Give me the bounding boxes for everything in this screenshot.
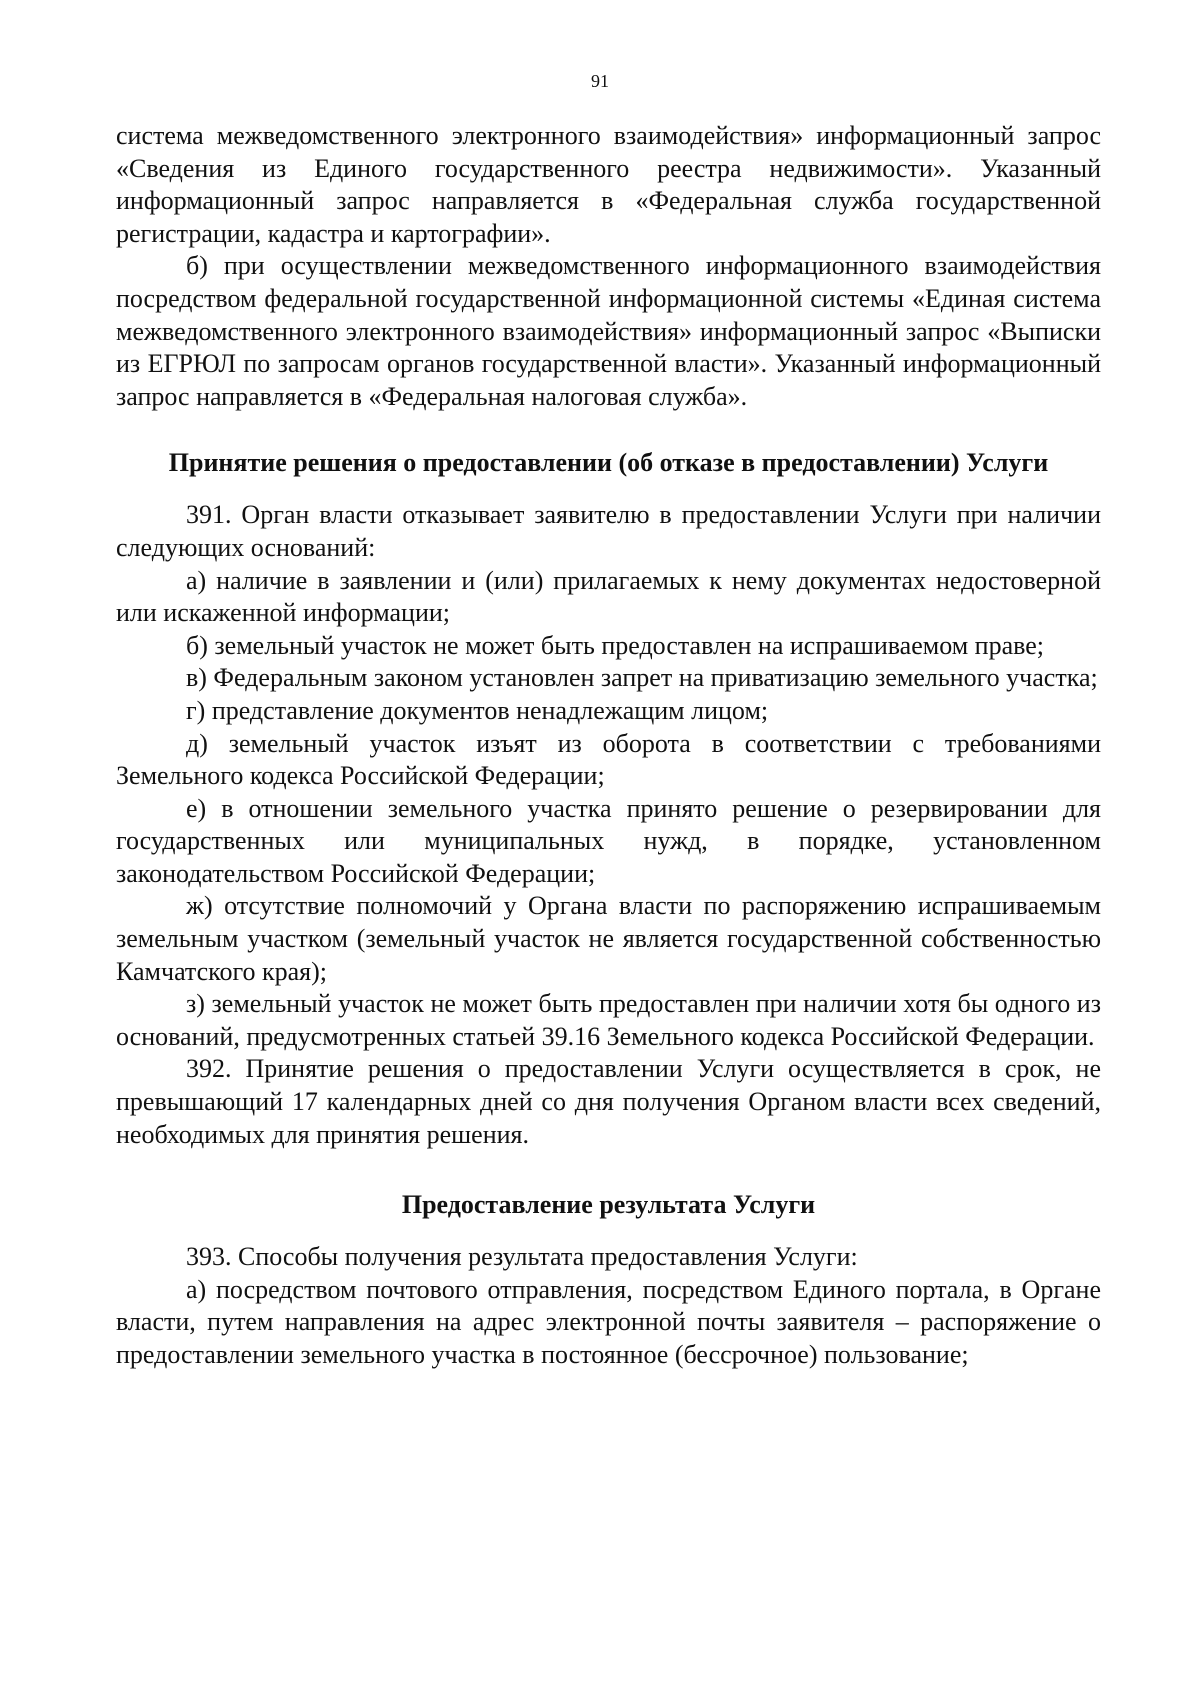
section-heading-decision: Принятие решения о предоставлении (об отказе в предоставлении) Услуги [168, 448, 1049, 478]
paragraph-391: 391. Орган власти отказывает заявителю в предоставлении Услуги при наличии следующих оснований: [116, 500, 1101, 562]
section-heading-result: Предоставление результата Услуги [401, 1190, 816, 1220]
paragraph-continuation: система межведомственного электронного взаимодействия» информационный запрос «Сведения из Единого государственного реестра недвижимости». Указанный информационный запрос направляется в «Федеральная служба государственной регистрации, кадастра и картографии». [116, 121, 1101, 248]
paragraph-393: 393. Способы получения результата предоставления Услуги: [186, 1242, 858, 1272]
page-number: 91 [591, 71, 609, 91]
list-item-e: е) в отношении земельного участка принято решение о резервировании для государственных или муниципальных нужд, в порядке, установленном законодательством Российской Федерации; [116, 793, 1101, 888]
paragraph-392: 392. Принятие решения о предоставлении Услуги осуществляется в срок, не превышающий 17 календарных дней со дня получения Органом власти всех сведений, необходимых для принятия решения. [116, 1054, 1101, 1149]
list-item-b: б) земельный участок не может быть предоставлен на испрашиваемом праве; [186, 630, 1044, 660]
list-item-z: з) земельный участок не может быть предоставлен при наличии хотя бы одного из оснований, предусмотренных статьей 39.16 Земельного кодекса Российской Федерации. [116, 989, 1101, 1051]
list-item-v: в) Федеральным законом установлен запрет на приватизацию земельного участка; [186, 663, 1098, 693]
list-item-a: а) наличие в заявлении и (или) прилагаемых к нему документах недостоверной или искаженной информации; [116, 565, 1101, 628]
paragraph-item-b: б) при осуществлении межведомственного информационного взаимодействия посредством федеральной государственной информационной системы «Единая система межведомственного электронного взаимодействия» информационный запрос «Выписки из ЕГРЮЛ по запросам органов государственной власти». Указанный информационный запрос направляется в «Федеральная налоговая служба». [116, 251, 1101, 411]
document-body [116, 120, 1101, 1372]
list-item-g: г) представление документов ненадлежащим лицом; [186, 695, 769, 725]
list-item-d: д) земельный участок изъят из оборота в соответствии с требованиями Земельного кодекса Российской Федерации; [116, 728, 1101, 791]
list-item-zh: ж) отсутствие полномочий у Органа власти по распоряжению испрашиваемым земельным участком (земельный участок не является государственной собственностью Камчатского края); [116, 891, 1101, 986]
list-item-a-result: а) посредством почтового отправления, посредством Единого портала, в Органе власти, путем направления на адрес электронной почты заявителя – распоряжение о предоставлении земельного участка в постоянное (бессрочное) пользование; [116, 1274, 1101, 1369]
